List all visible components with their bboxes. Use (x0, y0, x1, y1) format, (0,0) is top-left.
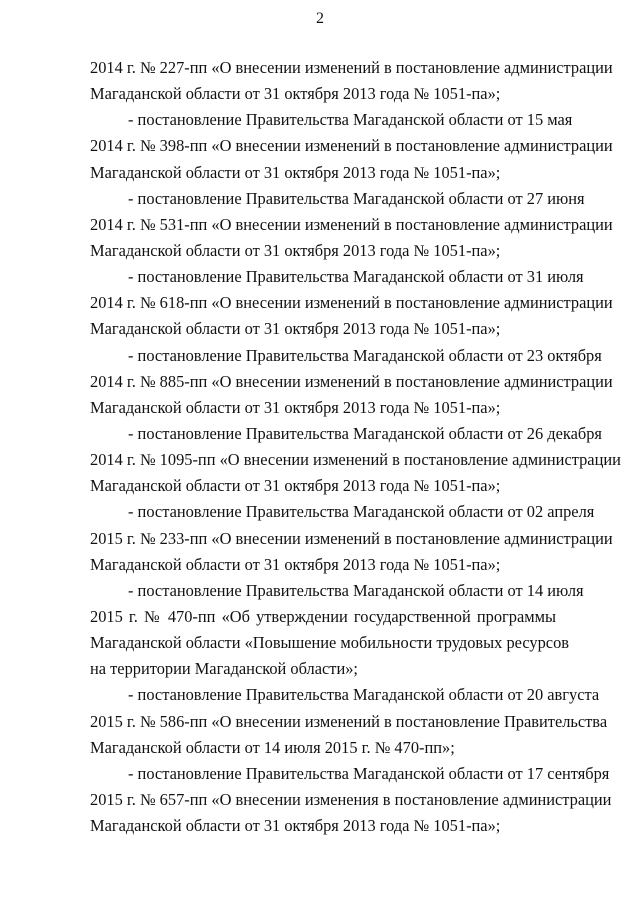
paragraph (90, 107, 613, 185)
text-line: 2014 г. № 618-пп «О внесении изменений в постановление администрации (90, 293, 613, 313)
text-line: Магаданской области от 31 октября 2013 года № 1051-па»; (90, 397, 501, 417)
text-line: - постановление Правительства Магаданской области от 14 июля (128, 580, 584, 600)
text-line: - постановление Правительства Магаданской области от 27 июня (128, 188, 585, 208)
text-line: - постановление Правительства Магаданской области от 17 сентября (128, 763, 610, 783)
text-line: 2014 г. № 227-пп «О внесении изменений в постановление администрации (90, 58, 613, 77)
text-line: 2014 г. № 531-пп «О внесении изменений в постановление администрации (90, 214, 613, 234)
paragraph (90, 578, 584, 683)
page-number: 2 (316, 10, 324, 27)
text-line: Магаданской области от 31 октября 2013 года № 1051-па»; (90, 84, 501, 104)
paragraph (90, 343, 613, 421)
paragraph (90, 421, 621, 499)
text-line: 2014 г. № 1095-пп «О внесении изменений в постановление администрации (90, 450, 621, 470)
text-line: - постановление Правительства Магаданской области от 23 октября (128, 345, 602, 365)
text-line: - постановление Правительства Магаданской области от 26 декабря (128, 423, 602, 443)
text-line: Магаданской области от 14 июля 2015 г. № 470-пп»; (90, 737, 455, 757)
text-line: Магаданской области «Повышение мобильности трудовых ресурсов (90, 633, 570, 653)
document-body (90, 55, 621, 839)
text-line: на территории Магаданской области»; (90, 659, 358, 679)
text-line: 2015 г. № 233-пп «О внесении изменений в постановление администрации (90, 528, 613, 548)
text-line: Магаданской области от 31 октября 2013 года № 1051-па»; (90, 816, 501, 836)
text-line: 2015 г. № 470-пп «Об утверждении государственной программы (90, 606, 556, 626)
paragraph (90, 682, 608, 760)
text-line: - постановление Правительства Магаданской области от 31 июля (128, 267, 584, 287)
text-line: - постановление Правительства Магаданской области от 15 мая (128, 110, 573, 130)
text-line: - постановление Правительства Магаданской области от 20 августа (128, 685, 600, 705)
paragraph (90, 761, 612, 839)
text-line: Магаданской области от 31 октября 2013 года № 1051-па»; (90, 554, 501, 574)
text-line: 2014 г. № 885-пп «О внесении изменений в постановление администрации (90, 371, 613, 391)
text-line: 2015 г. № 657-пп «О внесении изменения в постановление администрации (90, 789, 612, 809)
text-line: - постановление Правительства Магаданской области от 02 апреля (128, 502, 595, 522)
text-line: Магаданской области от 31 октября 2013 года № 1051-па»; (90, 162, 501, 182)
paragraph (90, 186, 613, 264)
text-line: 2015 г. № 586-пп «О внесении изменений в постановление Правительства (90, 711, 608, 731)
paragraph (90, 499, 613, 577)
text-line: 2014 г. № 398-пп «О внесении изменений в постановление администрации (90, 136, 613, 156)
text-line: Магаданской области от 31 октября 2013 года № 1051-па»; (90, 476, 501, 496)
paragraph (90, 264, 613, 342)
paragraph (90, 55, 613, 107)
text-line: Магаданской области от 31 октября 2013 года № 1051-па»; (90, 319, 501, 339)
text-line: Магаданской области от 31 октября 2013 года № 1051-па»; (90, 240, 501, 260)
